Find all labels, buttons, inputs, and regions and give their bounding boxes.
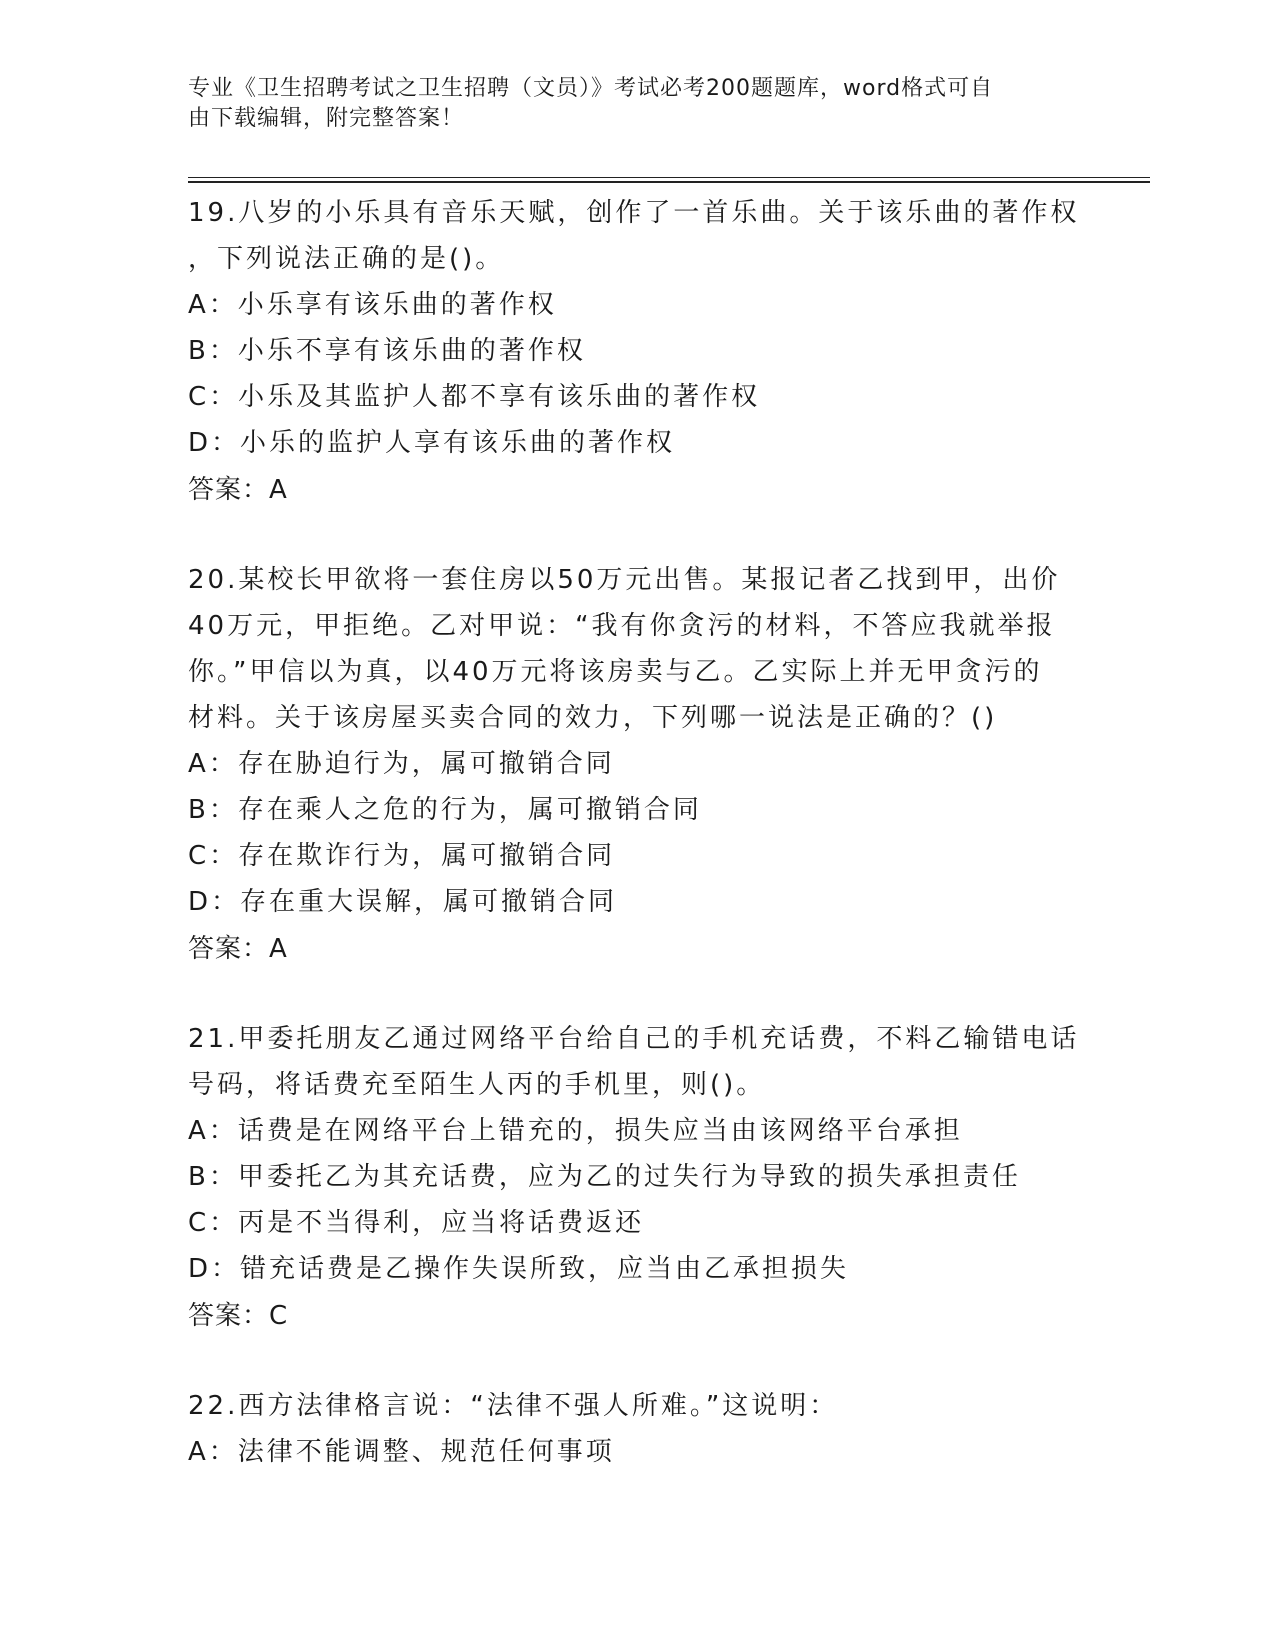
header-line-1: 专业《卫生招聘考试之卫生招聘（文员）》考试必考200题题库，word格式可自 (188, 76, 994, 101)
option-c: C：存在欺诈行为，属可撤销合同 (188, 841, 616, 871)
question-stem-line: 你。”甲信以为真，以40万元将该房卖与乙。乙实际上并无甲贪污的 (188, 657, 1043, 687)
question-19 (188, 190, 1088, 513)
header-line-2: 由下载编辑，附完整答案！ (188, 106, 465, 131)
option-a: A：存在胁迫行为，属可撤销合同 (188, 749, 615, 779)
answer-line (188, 1292, 1088, 1339)
answer-value: C (269, 1301, 289, 1331)
answer-value: A (269, 934, 288, 964)
answer-label: 答案： (188, 474, 270, 504)
option-b: B：小乐不享有该乐曲的著作权 (188, 336, 586, 366)
question-stem-line: 材料。关于该房屋买卖合同的效力，下列哪一说法是正确的？() (188, 703, 998, 733)
question-stem-line: 40万元，甲拒绝。乙对甲说：“我有你贪污的材料，不答应我就举报 (188, 611, 1056, 641)
question-stem-line: 21.甲委托朋友乙通过网络平台给自己的手机充话费，不料乙输错电话 (188, 1024, 1080, 1054)
option-d: D：错充话费是乙操作失误所致，应当由乙承担损失 (188, 1254, 850, 1284)
answer-label: 答案： (188, 1300, 270, 1330)
question-stem-line: ，下列说法正确的是()。 (188, 244, 505, 274)
option-b: B：甲委托乙为其充话费，应为乙的过失行为导致的损失承担责任 (188, 1162, 1021, 1192)
option-d: D：存在重大误解，属可撤销合同 (188, 887, 618, 917)
question-list (188, 190, 1088, 1519)
question-stem-line: 20.某校长甲欲将一套住房以50万元出售。某报记者乙找到甲，出价 (188, 565, 1061, 595)
answer-value: A (269, 475, 288, 505)
question-20 (188, 557, 1088, 972)
question-21 (188, 1016, 1088, 1339)
option-c: C：丙是不当得利，应当将话费返还 (188, 1208, 645, 1238)
question-stem-line: 22.西方法律格言说：“法律不强人所难。”这说明： (188, 1391, 839, 1421)
option-a: A：小乐享有该乐曲的著作权 (188, 290, 557, 320)
option-d: D：小乐的监护人享有该乐曲的著作权 (188, 428, 676, 458)
option-a: A：话费是在网络平台上错充的，损失应当由该网络平台承担 (188, 1116, 963, 1146)
header-divider-thick (188, 181, 1150, 183)
option-b: B：存在乘人之危的行为，属可撤销合同 (188, 795, 702, 825)
option-c: C：小乐及其监护人都不享有该乐曲的著作权 (188, 382, 761, 412)
answer-label: 答案： (188, 933, 270, 963)
question-stem-line: 19.八岁的小乐具有音乐天赋，创作了一首乐曲。关于该乐曲的著作权 (188, 198, 1080, 228)
option-a: A：法律不能调整、规范任何事项 (188, 1437, 615, 1467)
answer-line (188, 925, 1088, 972)
document-header (188, 74, 1068, 134)
question-stem-line: 号码，将话费充至陌生人丙的手机里，则()。 (188, 1070, 766, 1100)
header-divider-thin (188, 177, 1150, 178)
answer-line (188, 466, 1088, 513)
question-22 (188, 1383, 1088, 1475)
